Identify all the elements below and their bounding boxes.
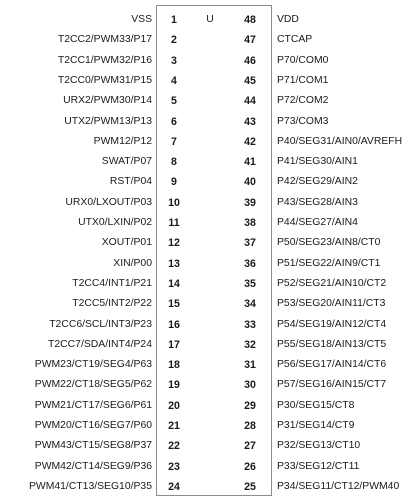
right-pin-number: 44: [244, 95, 256, 108]
pin-row: [0, 435, 420, 457]
pin-row: [0, 151, 420, 173]
left-pin-name: PWM42/CT14/SEG9/P36: [34, 460, 152, 472]
left-pin-name: UTX0/LXIN/P02: [78, 217, 152, 228]
right-pin-number: 47: [244, 34, 256, 47]
left-pin-number: 10: [168, 196, 180, 209]
right-pin-name: P51/SEG22/AIN9/CT1: [277, 257, 381, 269]
right-pin-name: P55/SEG18/AIN13/CT5: [277, 338, 387, 350]
left-pin-number: 24: [168, 480, 180, 493]
left-pin-number: 2: [171, 34, 177, 47]
right-pin-name: P50/SEG23/AIN8/CT0: [277, 237, 381, 249]
left-pin-number: 1: [171, 14, 177, 26]
pin-row: [0, 476, 420, 498]
right-pin-number: 28: [244, 420, 256, 432]
right-pin-number: 42: [244, 135, 256, 148]
left-pin-number: 16: [168, 318, 180, 331]
left-pin-name: VSS: [131, 14, 152, 25]
pin-row: [0, 111, 420, 133]
left-pin-number: 5: [171, 95, 177, 108]
left-pin-name: T2CC2/PWM33/P17: [57, 34, 152, 46]
right-pin-name: P71/COM1: [277, 74, 329, 86]
left-pin-name: URX2/PWM30/P14: [63, 95, 152, 107]
right-pin-name: P42/SEG29/AIN2: [277, 176, 358, 188]
pin-row: [0, 131, 420, 153]
right-pin-name: P41/SEG30/AIN1: [277, 156, 358, 168]
pin-row: [0, 192, 420, 214]
right-pin-number: 25: [244, 480, 256, 493]
left-pin-number: 13: [168, 257, 180, 270]
right-pin-name: P72/COM2: [277, 95, 329, 107]
pin-row: [0, 29, 420, 51]
pin-row: [0, 334, 420, 356]
right-pin-number: 48: [244, 14, 256, 26]
pin-row: [0, 232, 420, 254]
right-pin-number: 41: [244, 156, 256, 169]
right-pin-name: P31/SEG14/CT9: [277, 420, 355, 431]
left-pin-name: T2CC6/SCL/INT3/P23: [49, 318, 152, 330]
left-pin-number: 17: [168, 338, 180, 351]
right-pin-number: 33: [244, 318, 256, 331]
pin-row: [0, 374, 420, 396]
pin-row: [0, 212, 420, 234]
right-pin-name: P43/SEG28/AIN3: [277, 196, 358, 208]
left-pin-name: T2CC5/INT2/P22: [72, 298, 152, 310]
left-pin-number: 9: [171, 176, 177, 189]
pin-row: [0, 395, 420, 417]
left-pin-number: 18: [168, 359, 180, 372]
left-pin-number: 12: [168, 237, 180, 250]
left-pin-number: 11: [168, 217, 180, 229]
pin-row: [0, 90, 420, 112]
left-pin-name: UTX2/PWM13/P13: [64, 115, 152, 127]
left-pin-name: XIN/P00: [113, 257, 152, 269]
pin-row: [0, 293, 420, 315]
left-pin-number: 4: [171, 74, 177, 87]
right-pin-name: P53/SEG20/AIN11/CT3: [277, 298, 386, 310]
left-pin-name: PWM43/CT15/SEG8/P37: [34, 440, 152, 452]
right-pin-number: 29: [244, 399, 256, 412]
right-pin-name: P44/SEG27/AIN4: [277, 217, 358, 228]
right-pin-number: 38: [244, 217, 256, 229]
pin-row: [0, 354, 420, 376]
left-pin-name: PWM41/CT13/SEG10/P35: [28, 480, 152, 492]
pin-row: [0, 314, 420, 336]
right-pin-name: P56/SEG17/AIN14/CT6: [277, 359, 387, 371]
left-pin-number: 20: [168, 399, 180, 412]
right-pin-name: P73/COM3: [277, 115, 329, 127]
left-pin-name: XOUT/P01: [101, 237, 152, 249]
left-pin-name: T2CC1/PWM32/P16: [57, 54, 152, 66]
left-pin-number: 23: [168, 460, 180, 473]
right-pin-number: 31: [244, 359, 256, 372]
right-pin-number: 30: [244, 379, 256, 392]
right-pin-name: CTCAP: [277, 34, 313, 46]
left-pin-name: URX0/LXOUT/P03: [65, 196, 152, 208]
right-pin-name: P33/SEG12/CT11: [277, 460, 360, 472]
left-pin-name: PWM21/CT17/SEG6/P61: [34, 399, 152, 411]
pin-row: [0, 171, 420, 193]
left-pin-number: 14: [168, 277, 180, 290]
left-pin-name: SWAT/P07: [101, 156, 152, 168]
left-pin-number: 19: [168, 379, 180, 392]
left-pin-name: PWM23/CT19/SEG4/P63: [34, 359, 152, 371]
right-pin-number: 35: [244, 277, 256, 290]
left-pin-name: PWM22/CT18/SEG5/P62: [34, 379, 152, 391]
right-pin-number: 26: [244, 460, 256, 473]
pin-row: [0, 253, 420, 275]
right-pin-number: 40: [244, 176, 256, 189]
left-pin-name: T2CC0/PWM31/P15: [57, 74, 152, 86]
pin-row: [0, 9, 420, 31]
right-pin-name: P57/SEG16/AIN15/CT7: [277, 379, 387, 391]
left-pin-name: T2CC7/SDA/INT4/P24: [48, 338, 152, 350]
right-pin-name: P54/SEG19/AIN12/CT4: [277, 318, 387, 330]
pin-row: [0, 50, 420, 72]
right-pin-name: P40/SEG31/AIN0/AVREFH: [277, 135, 403, 147]
right-pin-name: P52/SEG21/AIN10/CT2: [277, 277, 387, 289]
pin-row: [0, 456, 420, 478]
right-pin-number: 32: [244, 338, 256, 351]
left-pin-name: PWM12/P12: [93, 135, 152, 147]
left-pin-name: T2CC4/INT1/P21: [72, 277, 152, 289]
pin-row: [0, 415, 420, 437]
right-pin-name: VDD: [277, 14, 299, 25]
right-pin-name: P70/COM0: [277, 54, 329, 66]
right-pin-number: 46: [244, 54, 256, 67]
pin-row: [0, 273, 420, 295]
pin-row: [0, 70, 420, 92]
left-pin-name: PWM20/CT16/SEG7/P60: [34, 420, 152, 431]
right-pin-number: 36: [244, 257, 256, 270]
left-pin-number: 6: [171, 115, 177, 128]
right-pin-number: 45: [244, 74, 256, 87]
left-pin-name: RST/P04: [109, 176, 152, 188]
right-pin-number: 37: [244, 237, 256, 250]
right-pin-name: P34/SEG11/CT12/PWM40: [277, 480, 400, 492]
left-pin-number: 22: [168, 440, 180, 453]
right-pin-number: 34: [244, 298, 256, 311]
right-pin-name: P32/SEG13/CT10: [277, 440, 361, 452]
right-pin-number: 27: [244, 440, 256, 453]
left-pin-number: 3: [171, 54, 177, 67]
left-pin-number: 15: [168, 298, 180, 311]
left-pin-number: 8: [171, 156, 177, 169]
right-pin-number: 39: [244, 196, 256, 209]
left-pin-number: 7: [171, 135, 177, 148]
right-pin-name: P30/SEG15/CT8: [277, 399, 355, 411]
left-pin-number: 21: [168, 420, 180, 432]
chip-marker: U: [206, 14, 214, 25]
right-pin-number: 43: [244, 115, 256, 128]
